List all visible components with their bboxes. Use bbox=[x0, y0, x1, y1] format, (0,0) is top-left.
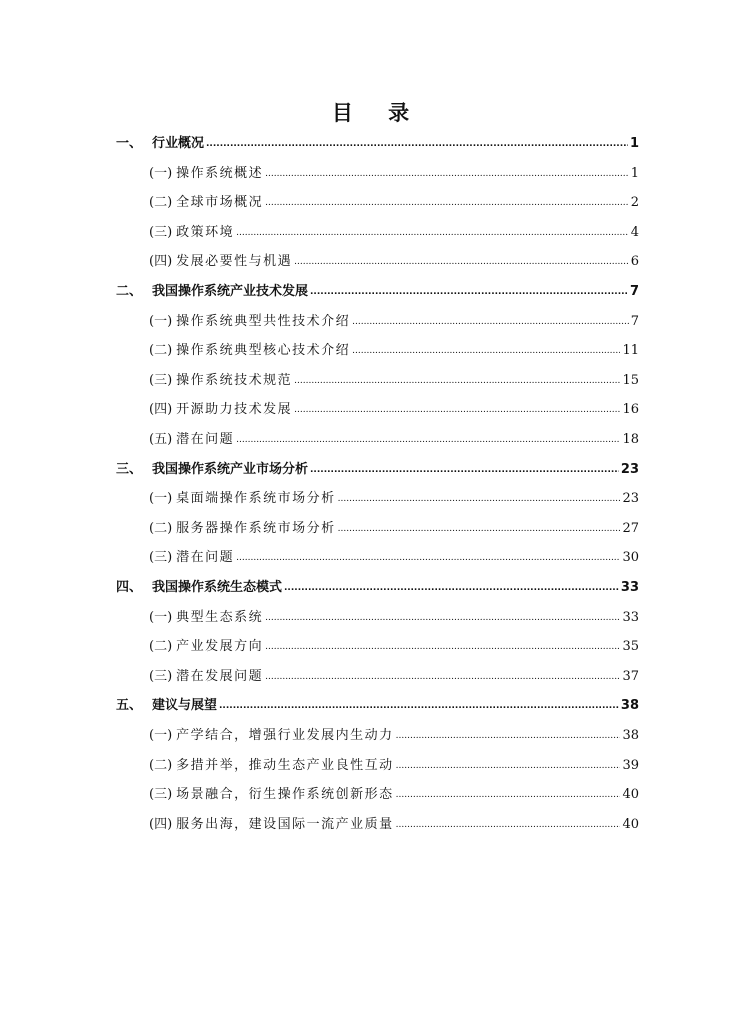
toc-subsection-entry[interactable] bbox=[149, 755, 639, 777]
toc-subsection-entry[interactable] bbox=[149, 399, 639, 421]
dot-leader bbox=[294, 370, 620, 392]
entry-page-number: 33 bbox=[620, 580, 639, 595]
entry-title: 潜在发展问题 bbox=[176, 669, 264, 684]
dot-leader bbox=[310, 459, 619, 481]
entry-number: (一) bbox=[149, 314, 173, 329]
entry-title: 桌面端操作系统市场分析 bbox=[176, 491, 336, 506]
dot-leader bbox=[284, 577, 619, 599]
entry-number: (三) bbox=[149, 787, 173, 802]
dot-leader bbox=[206, 133, 628, 155]
entry-title: 操作系统典型核心技术介绍 bbox=[176, 343, 351, 358]
toc-section-entry[interactable] bbox=[116, 133, 639, 155]
entry-number: (四) bbox=[149, 254, 173, 269]
entry-title: 多措并举，推动生态产业良性互动 bbox=[176, 758, 394, 773]
toc-subsection-entry[interactable] bbox=[149, 311, 639, 333]
entry-number: (二) bbox=[149, 639, 173, 654]
toc-subsection-entry[interactable] bbox=[149, 725, 639, 747]
dot-leader bbox=[396, 814, 621, 836]
toc-section-entry[interactable] bbox=[116, 695, 639, 717]
toc-subsection-entry[interactable] bbox=[149, 636, 639, 658]
dot-leader bbox=[219, 695, 619, 717]
entry-number: (四) bbox=[149, 817, 173, 832]
entry-title: 操作系统概述 bbox=[176, 166, 264, 181]
entry-number: (三) bbox=[149, 669, 173, 684]
toc-subsection-entry[interactable] bbox=[149, 488, 639, 510]
entry-page-number: 27 bbox=[622, 521, 639, 536]
toc-subsection-entry[interactable] bbox=[149, 370, 639, 392]
entry-number: (五) bbox=[149, 432, 173, 447]
entry-page-number: 1 bbox=[629, 136, 639, 151]
dot-leader bbox=[396, 755, 621, 777]
entry-page-number: 40 bbox=[622, 817, 639, 832]
toc-subsection-entry[interactable] bbox=[149, 251, 639, 273]
entry-number: (二) bbox=[149, 758, 173, 773]
entry-title: 政策环境 bbox=[176, 225, 235, 240]
dot-leader bbox=[338, 518, 621, 540]
entry-page-number: 2 bbox=[630, 195, 639, 210]
entry-number: (二) bbox=[149, 195, 173, 210]
entry-title: 全球市场概况 bbox=[176, 195, 264, 210]
dot-leader bbox=[294, 251, 629, 273]
entry-number: (三) bbox=[149, 373, 173, 388]
entry-number: (一) bbox=[149, 491, 173, 506]
dot-leader bbox=[236, 547, 620, 569]
dot-leader bbox=[265, 607, 620, 629]
entry-number: 三、 bbox=[116, 462, 143, 477]
entry-page-number: 23 bbox=[622, 491, 639, 506]
entry-number: (一) bbox=[149, 166, 173, 181]
entry-number: (三) bbox=[149, 225, 173, 240]
entry-title: 场景融合，衍生操作系统创新形态 bbox=[176, 787, 394, 802]
entry-number: (三) bbox=[149, 550, 173, 565]
entry-title: 开源助力技术发展 bbox=[176, 402, 293, 417]
dot-leader bbox=[310, 281, 628, 303]
toc-subsection-entry[interactable] bbox=[149, 518, 639, 540]
dot-leader bbox=[236, 222, 629, 244]
entry-number: 五、 bbox=[116, 698, 143, 713]
toc-subsection-entry[interactable] bbox=[149, 163, 639, 185]
entry-page-number: 11 bbox=[622, 343, 639, 358]
entry-title: 我国操作系统产业市场分析 bbox=[152, 462, 309, 477]
entry-page-number: 18 bbox=[622, 432, 639, 447]
entry-title: 典型生态系统 bbox=[176, 610, 264, 625]
entry-page-number: 4 bbox=[630, 225, 639, 240]
toc-subsection-entry[interactable] bbox=[149, 547, 639, 569]
entry-title: 潜在问题 bbox=[176, 550, 235, 565]
toc-subsection-entry[interactable] bbox=[149, 340, 639, 362]
entry-title: 行业概况 bbox=[152, 136, 205, 151]
entry-number: (一) bbox=[149, 610, 173, 625]
entry-title: 产业发展方向 bbox=[176, 639, 264, 654]
dot-leader bbox=[265, 666, 620, 688]
entry-page-number: 35 bbox=[622, 639, 639, 654]
entry-page-number: 37 bbox=[622, 669, 639, 684]
entry-number: 二、 bbox=[116, 284, 143, 299]
entry-title: 操作系统典型共性技术介绍 bbox=[176, 314, 351, 329]
entry-title: 我国操作系统生态模式 bbox=[152, 580, 283, 595]
dot-leader bbox=[236, 429, 620, 451]
dot-leader bbox=[294, 399, 620, 421]
toc-section-entry[interactable] bbox=[116, 577, 639, 599]
entry-page-number: 38 bbox=[620, 698, 639, 713]
entry-number: (四) bbox=[149, 402, 173, 417]
toc-subsection-entry[interactable] bbox=[149, 814, 639, 836]
entry-title: 服务器操作系统市场分析 bbox=[176, 521, 336, 536]
entry-title: 潜在问题 bbox=[176, 432, 235, 447]
toc-subsection-entry[interactable] bbox=[149, 784, 639, 806]
toc-subsection-entry[interactable] bbox=[149, 429, 639, 451]
entry-title: 建议与展望 bbox=[152, 698, 218, 713]
dot-leader bbox=[338, 488, 621, 510]
entry-page-number: 15 bbox=[622, 373, 639, 388]
dot-leader bbox=[265, 192, 629, 214]
dot-leader bbox=[265, 163, 629, 185]
toc-section-entry[interactable] bbox=[116, 459, 639, 481]
dot-leader bbox=[265, 636, 620, 658]
toc-section-entry[interactable] bbox=[116, 281, 639, 303]
toc-subsection-entry[interactable] bbox=[149, 607, 639, 629]
toc-subsection-entry[interactable] bbox=[149, 222, 639, 244]
entry-page-number: 1 bbox=[630, 166, 639, 181]
entry-page-number: 33 bbox=[622, 610, 639, 625]
entry-page-number: 40 bbox=[622, 787, 639, 802]
dot-leader bbox=[396, 725, 621, 747]
entry-number: (二) bbox=[149, 521, 173, 536]
entry-page-number: 7 bbox=[629, 284, 639, 299]
toc-subsection-entry[interactable] bbox=[149, 666, 639, 688]
entry-page-number: 6 bbox=[630, 254, 639, 269]
entry-title: 操作系统技术规范 bbox=[176, 373, 293, 388]
dot-leader bbox=[352, 311, 629, 333]
entry-title: 服务出海，建设国际一流产业质量 bbox=[176, 817, 394, 832]
entry-page-number: 23 bbox=[620, 462, 639, 477]
entry-number: 一、 bbox=[116, 136, 143, 151]
entry-page-number: 39 bbox=[622, 758, 639, 773]
dot-leader bbox=[396, 784, 621, 806]
dot-leader bbox=[352, 340, 620, 362]
entry-title: 产学结合，增强行业发展内生动力 bbox=[176, 728, 394, 743]
toc-subsection-entry[interactable] bbox=[149, 192, 639, 214]
entry-title: 我国操作系统产业技术发展 bbox=[152, 284, 309, 299]
entry-number: 四、 bbox=[116, 580, 143, 595]
entry-page-number: 38 bbox=[622, 728, 639, 743]
entry-page-number: 16 bbox=[622, 402, 639, 417]
entry-page-number: 30 bbox=[622, 550, 639, 565]
entry-number: (一) bbox=[149, 728, 173, 743]
entry-number: (二) bbox=[149, 343, 173, 358]
entry-title: 发展必要性与机遇 bbox=[176, 254, 293, 269]
toc-title: 目 录 bbox=[331, 101, 424, 125]
entry-page-number: 7 bbox=[630, 314, 639, 329]
